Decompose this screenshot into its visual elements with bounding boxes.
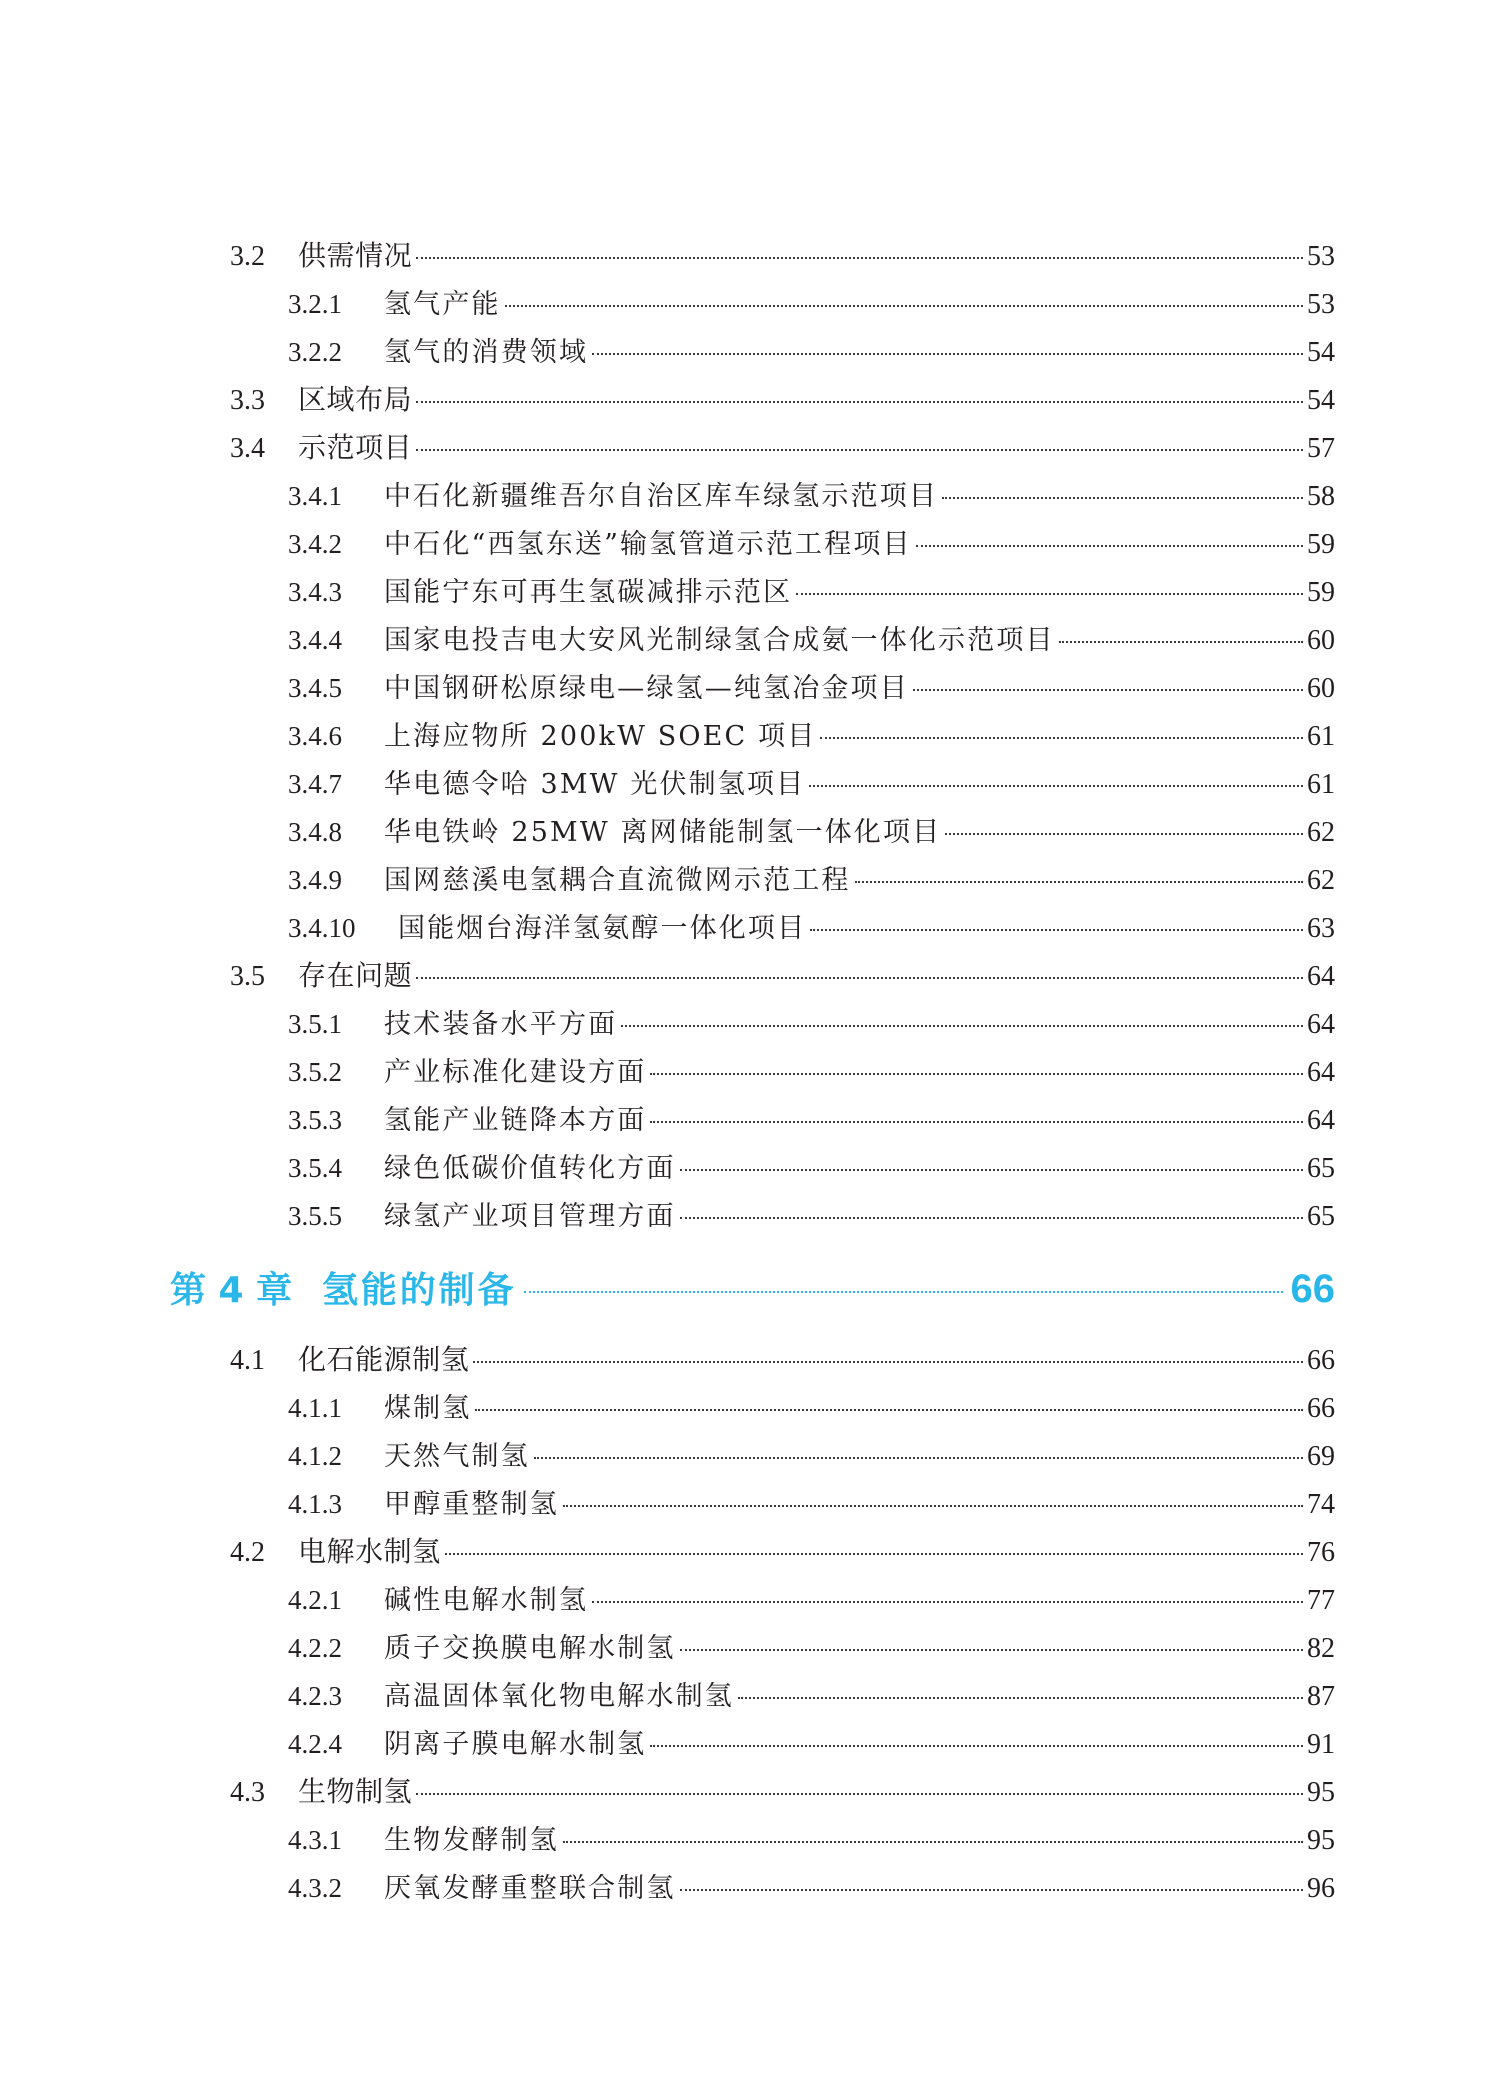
toc-entry-number: 3.2 xyxy=(230,241,265,272)
toc-entry-title: 氢能的制备 xyxy=(322,1270,517,1311)
dot-leader xyxy=(680,1169,1303,1171)
dot-leader xyxy=(445,1553,1303,1555)
toc-entry-page: 59 xyxy=(1307,529,1335,560)
toc-entry-number: 4.1.2 xyxy=(288,1441,342,1471)
toc-entry-number: 4.1 xyxy=(230,1345,265,1376)
toc-entry-number: 4.3.2 xyxy=(288,1873,342,1903)
toc-entry-page: 96 xyxy=(1307,1873,1335,1904)
toc-entry-page: 53 xyxy=(1307,289,1335,320)
toc-entry-title: 存在问题 xyxy=(298,959,413,992)
toc-entry-page: 95 xyxy=(1307,1777,1335,1808)
toc-entry-title: 上海应物所 200kW SOEC 项目 xyxy=(384,721,817,752)
dot-leader xyxy=(855,881,1303,883)
toc-entry[interactable] xyxy=(288,1482,1335,1521)
toc-entry-number: 3.2.1 xyxy=(288,289,342,319)
toc-entry[interactable] xyxy=(288,1050,1335,1089)
toc-entry[interactable] xyxy=(288,1002,1335,1041)
toc-entry-title: 氢气的消费领域 xyxy=(384,337,589,368)
toc-entry[interactable] xyxy=(230,234,1335,274)
toc-entry-number: 4.2.2 xyxy=(288,1633,342,1663)
toc-entry-title: 天然气制氢 xyxy=(384,1441,530,1472)
toc-entry-page: 69 xyxy=(1307,1441,1335,1472)
toc-entry-page: 77 xyxy=(1307,1585,1335,1616)
toc-entry[interactable] xyxy=(288,330,1335,369)
dot-leader xyxy=(945,833,1303,835)
toc-entry[interactable] xyxy=(288,666,1335,705)
toc-entry-page: 61 xyxy=(1307,721,1335,752)
dot-leader xyxy=(738,1697,1303,1699)
toc-entry-number: 3.4.10 xyxy=(288,913,356,943)
toc-entry[interactable] xyxy=(230,1530,1335,1570)
toc-entry-page: 62 xyxy=(1307,865,1335,896)
dot-leader xyxy=(913,689,1303,691)
toc-entry-title: 产业标准化建设方面 xyxy=(384,1057,647,1088)
dot-leader xyxy=(563,1841,1303,1843)
toc-entry[interactable] xyxy=(288,282,1335,321)
toc-entry-page: 91 xyxy=(1307,1729,1335,1760)
toc-entry[interactable] xyxy=(288,1386,1335,1425)
toc-entry-page: 60 xyxy=(1307,673,1335,704)
toc-entry[interactable] xyxy=(288,906,1335,945)
toc-entry[interactable] xyxy=(230,954,1335,994)
toc-entry-number: 4.2.4 xyxy=(288,1729,342,1759)
toc-entry-page: 60 xyxy=(1307,625,1335,656)
dot-leader xyxy=(592,353,1303,355)
toc-entry-page: 95 xyxy=(1307,1825,1335,1856)
toc-entry-number: 4.3.1 xyxy=(288,1825,342,1855)
dot-leader xyxy=(809,785,1303,787)
dot-leader xyxy=(416,1793,1303,1795)
toc-entry-number: 3.4 xyxy=(230,433,265,464)
toc-entry[interactable] xyxy=(288,522,1335,561)
toc-entry-number: 第 4 章 xyxy=(170,1270,293,1311)
toc-entry-title: 绿氢产业项目管理方面 xyxy=(384,1201,676,1232)
toc-entry-page: 61 xyxy=(1307,769,1335,800)
toc-entry-page: 82 xyxy=(1307,1633,1335,1664)
dot-leader xyxy=(810,929,1303,931)
toc-entry-page: 53 xyxy=(1307,241,1335,272)
dot-leader xyxy=(680,1889,1303,1891)
toc-entry-title: 氢能产业链降本方面 xyxy=(384,1105,647,1136)
dot-leader xyxy=(680,1217,1303,1219)
toc-entry-page: 62 xyxy=(1307,817,1335,848)
toc-entry-page: 65 xyxy=(1307,1201,1335,1232)
toc-entry[interactable] xyxy=(288,858,1335,897)
toc-entry-title: 煤制氢 xyxy=(384,1393,472,1424)
toc-entry-number: 3.4.4 xyxy=(288,625,342,655)
toc-entry-page: 58 xyxy=(1307,481,1335,512)
toc-entry[interactable] xyxy=(288,1578,1335,1617)
toc-entry-page: 65 xyxy=(1307,1153,1335,1184)
toc-entry-page: 64 xyxy=(1307,1057,1335,1088)
toc-entry[interactable] xyxy=(288,1194,1335,1233)
toc-entry-number: 3.4.7 xyxy=(288,769,342,799)
toc-entry-page: 64 xyxy=(1307,1009,1335,1040)
toc-entry-title: 供需情况 xyxy=(298,239,413,272)
dot-leader xyxy=(475,1409,1303,1411)
toc-entry-number: 3.5.4 xyxy=(288,1153,342,1183)
toc-entry-page: 57 xyxy=(1307,433,1335,464)
toc-entry-number: 3.4.6 xyxy=(288,721,342,751)
dot-leader xyxy=(416,977,1303,979)
toc-entry-number: 3.5.3 xyxy=(288,1105,342,1135)
toc-entry-title: 电解水制氢 xyxy=(298,1535,441,1568)
toc-entry-title: 氢气产能 xyxy=(384,289,501,320)
toc-entry-title: 中石化新疆维吾尔自治区库车绿氢示范项目 xyxy=(384,481,939,512)
dot-leader xyxy=(796,593,1303,595)
toc-entry-title: 生物制氢 xyxy=(298,1775,413,1808)
toc-entry-page: 66 xyxy=(1307,1393,1335,1424)
toc-entry-title: 高温固体氧化物电解水制氢 xyxy=(384,1681,734,1712)
toc-entry-page: 66 xyxy=(1290,1267,1335,1311)
toc-entry-title: 生物发酵制氢 xyxy=(384,1825,559,1856)
toc-entry-number: 4.2.3 xyxy=(288,1681,342,1711)
toc-entry-number: 3.3 xyxy=(230,385,265,416)
toc-entry-page: 54 xyxy=(1307,385,1335,416)
toc-entry-page: 64 xyxy=(1307,961,1335,992)
toc-entry-title: 阴离子膜电解水制氢 xyxy=(384,1729,647,1760)
toc-entry[interactable] xyxy=(288,618,1335,657)
toc-entry[interactable] xyxy=(230,1770,1335,1810)
toc-entry-title: 区域布局 xyxy=(298,383,413,416)
toc-entry[interactable] xyxy=(288,1146,1335,1185)
toc-entry[interactable] xyxy=(230,378,1335,418)
toc-entry-number: 3.4.3 xyxy=(288,577,342,607)
dot-leader xyxy=(916,545,1303,547)
toc-entry-number: 4.2 xyxy=(230,1537,265,1568)
dot-leader xyxy=(416,257,1303,259)
toc-entry[interactable] xyxy=(288,810,1335,849)
toc-entry-page: 74 xyxy=(1307,1489,1335,1520)
dot-leader xyxy=(680,1649,1303,1651)
toc-entry-title: 中国钢研松原绿电—绿氢—纯氢冶金项目 xyxy=(384,673,909,704)
dot-leader xyxy=(1059,641,1303,643)
toc-entry[interactable] xyxy=(230,1338,1335,1378)
toc-entry-title: 化石能源制氢 xyxy=(298,1343,470,1376)
toc-entry-page: 64 xyxy=(1307,1105,1335,1136)
dot-leader xyxy=(563,1505,1303,1507)
dot-leader xyxy=(820,737,1303,739)
toc-entry[interactable] xyxy=(288,1626,1335,1665)
toc-entry-title: 厌氧发酵重整联合制氢 xyxy=(384,1873,676,1904)
toc-entry-number: 3.4.9 xyxy=(288,865,342,895)
toc-entry-title: 甲醇重整制氢 xyxy=(384,1489,559,1520)
toc-entry-page: 76 xyxy=(1307,1537,1335,1568)
toc-entry-page: 63 xyxy=(1307,913,1335,944)
toc-entry-title: 碱性电解水制氢 xyxy=(384,1585,589,1616)
dot-leader xyxy=(534,1457,1303,1459)
toc-entry[interactable] xyxy=(288,1722,1335,1761)
toc-entry[interactable] xyxy=(288,1866,1335,1905)
dot-leader xyxy=(505,305,1303,307)
dot-leader xyxy=(650,1121,1303,1123)
toc-entry-number: 3.4.8 xyxy=(288,817,342,847)
toc-entry-number: 3.4.1 xyxy=(288,481,342,511)
toc-entry-number: 3.5.2 xyxy=(288,1057,342,1087)
toc-entry[interactable] xyxy=(288,1818,1335,1857)
dot-leader xyxy=(592,1601,1303,1603)
toc-entry-title: 国家电投吉电大安风光制绿氢合成氨一体化示范项目 xyxy=(384,625,1055,656)
toc-entry[interactable] xyxy=(288,1434,1335,1473)
dot-leader xyxy=(524,1291,1282,1293)
toc-entry-title: 中石化“西氢东送”输氢管道示范工程项目 xyxy=(384,529,912,560)
toc-entry-title: 质子交换膜电解水制氢 xyxy=(384,1633,676,1664)
toc-entry[interactable] xyxy=(288,474,1335,513)
toc-entry-title: 华电德令哈 3MW 光伏制氢项目 xyxy=(384,769,806,800)
toc-entry-title: 国能宁东可再生氢碳减排示范区 xyxy=(384,577,793,608)
dot-leader xyxy=(650,1745,1303,1747)
toc-entry-page: 59 xyxy=(1307,577,1335,608)
toc-entry[interactable] xyxy=(288,762,1335,801)
toc-entry-number: 3.2.2 xyxy=(288,337,342,367)
dot-leader xyxy=(416,449,1303,451)
toc-entry[interactable] xyxy=(288,714,1335,753)
toc-entry-number: 3.4.5 xyxy=(288,673,342,703)
dot-leader xyxy=(416,401,1303,403)
toc-entry-number: 4.3 xyxy=(230,1777,265,1808)
toc-entry-number: 4.2.1 xyxy=(288,1585,342,1615)
dot-leader xyxy=(942,497,1303,499)
toc-entry[interactable] xyxy=(230,426,1335,466)
toc-entry-title: 华电铁岭 25MW 离网储能制氢一体化项目 xyxy=(384,817,942,848)
toc-entry-number: 4.1.3 xyxy=(288,1489,342,1519)
toc-entry-page: 54 xyxy=(1307,337,1335,368)
toc-entry-title: 示范项目 xyxy=(298,431,413,464)
toc-entry-page: 87 xyxy=(1307,1681,1335,1712)
toc-entry-title: 国能烟台海洋氢氨醇一体化项目 xyxy=(398,913,807,944)
toc-entry-title: 技术装备水平方面 xyxy=(384,1009,618,1040)
toc-entry-number: 3.5.1 xyxy=(288,1009,342,1039)
toc-entry-title: 绿色低碳价值转化方面 xyxy=(384,1153,676,1184)
dot-leader xyxy=(473,1361,1303,1363)
toc-entry[interactable] xyxy=(288,570,1335,609)
toc-entry-number: 3.5 xyxy=(230,961,265,992)
toc-entry-number: 3.5.5 xyxy=(288,1201,342,1231)
toc-entry[interactable] xyxy=(288,1098,1335,1137)
toc-entry-number: 4.1.1 xyxy=(288,1393,342,1423)
toc-entry-page: 66 xyxy=(1307,1345,1335,1376)
toc-entry[interactable] xyxy=(288,1674,1335,1713)
toc-entry-title: 国网慈溪电氢耦合直流微网示范工程 xyxy=(384,865,851,896)
toc-entry-number: 3.4.2 xyxy=(288,529,342,559)
dot-leader xyxy=(621,1025,1303,1027)
dot-leader xyxy=(650,1073,1303,1075)
toc-chapter-entry[interactable] xyxy=(170,1262,1335,1313)
